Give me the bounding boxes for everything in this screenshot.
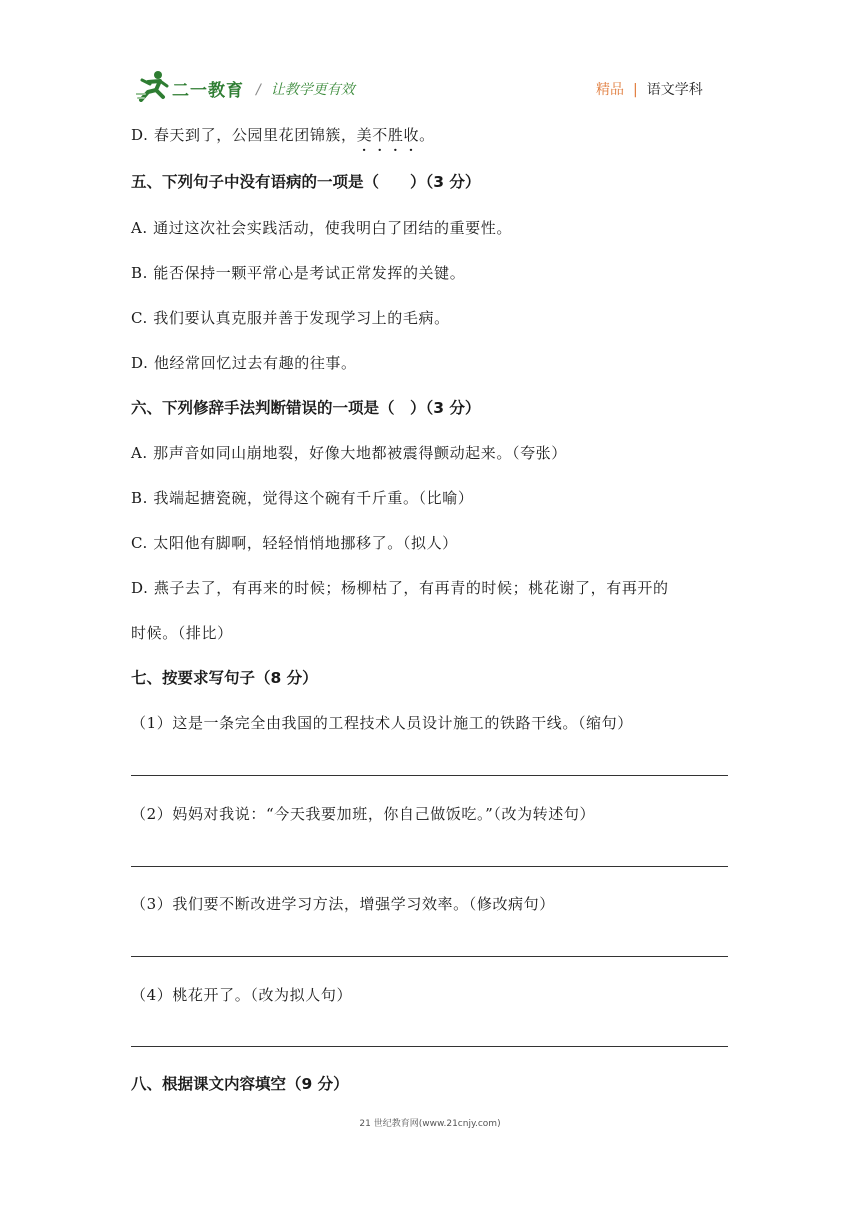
q7-item-1: （1）这是一条完全由我国的工程技术人员设计施工的铁路干线。（缩句） bbox=[131, 714, 633, 732]
q7-item-3: （3）我们要不断改进学习方法，增强学习效率。（修改病句） bbox=[131, 895, 555, 913]
q6-title: 六、下列修辞手法判断错误的一项是（ ）（3 分） bbox=[131, 399, 481, 417]
page-header bbox=[0, 0, 860, 110]
emphasis-char: 胜 bbox=[387, 126, 404, 144]
emphasis-char: 不 bbox=[372, 126, 388, 144]
tag-highlight: 精品 bbox=[596, 82, 624, 98]
subject-tag: 精品 | 语文学科 bbox=[596, 82, 703, 98]
q4-option-d: D. 春天到了，公园里花团锦簇，美不胜收。 bbox=[131, 126, 435, 144]
q6-option-b: B. 我端起搪瓷碗，觉得这个碗有千斤重。（比喻） bbox=[131, 489, 474, 507]
emphasis-char: 美 bbox=[356, 126, 373, 144]
q5-option-c: C. 我们要认真克服并善于发现学习上的毛病。 bbox=[131, 309, 450, 327]
q5-option-a: A. 通过这次社会实践活动，使我明白了团结的重要性。 bbox=[131, 219, 512, 237]
q5-title: 五、下列句子中没有语病的一项是（ ）（3 分） bbox=[131, 173, 481, 191]
q6-option-c: C. 太阳他有脚啊，轻轻悄悄地挪移了。（拟人） bbox=[131, 534, 458, 552]
slogan-text: 让教学更有效 bbox=[270, 82, 355, 98]
running-figure-logo-icon bbox=[136, 70, 170, 102]
q6-option-a: A. 那声音如同山崩地裂，好像大地都被震得颤动起来。（夸张） bbox=[131, 444, 567, 462]
answer-line[interactable] bbox=[131, 866, 728, 867]
q7-item-4: （4）桃花开了。（改为拟人句） bbox=[131, 986, 353, 1004]
page-footer: 21 世纪教育网(www.21cnjy.com) bbox=[359, 1119, 501, 1129]
answer-line[interactable] bbox=[131, 956, 728, 957]
logo-text: 二一教育 bbox=[172, 81, 244, 101]
slogan: / 让教学更有效 bbox=[256, 82, 355, 98]
q6-option-d: D. 燕子去了，有再来的时候；杨柳枯了，有再青的时候；桃花谢了，有再开的 bbox=[131, 579, 669, 597]
q5-option-d: D. 他经常回忆过去有趣的往事。 bbox=[131, 354, 357, 372]
q7-item-2: （2）妈妈对我说：“今天我要加班，你自己做饭吃。”（改为转述句） bbox=[131, 805, 596, 823]
q5-option-b: B. 能否保持一颗平常心是考试正常发挥的关键。 bbox=[131, 264, 466, 282]
q7-title: 七、按要求写句子（8 分） bbox=[131, 669, 318, 687]
q8-title: 八、根据课文内容填空（9 分） bbox=[131, 1075, 349, 1093]
emphasis-char: 收 bbox=[403, 126, 420, 144]
tag-subject: 语文学科 bbox=[646, 82, 703, 98]
q6-option-d-continued: 时候。（排比） bbox=[131, 624, 233, 642]
answer-line[interactable] bbox=[131, 775, 728, 776]
answer-line[interactable] bbox=[131, 1046, 728, 1047]
